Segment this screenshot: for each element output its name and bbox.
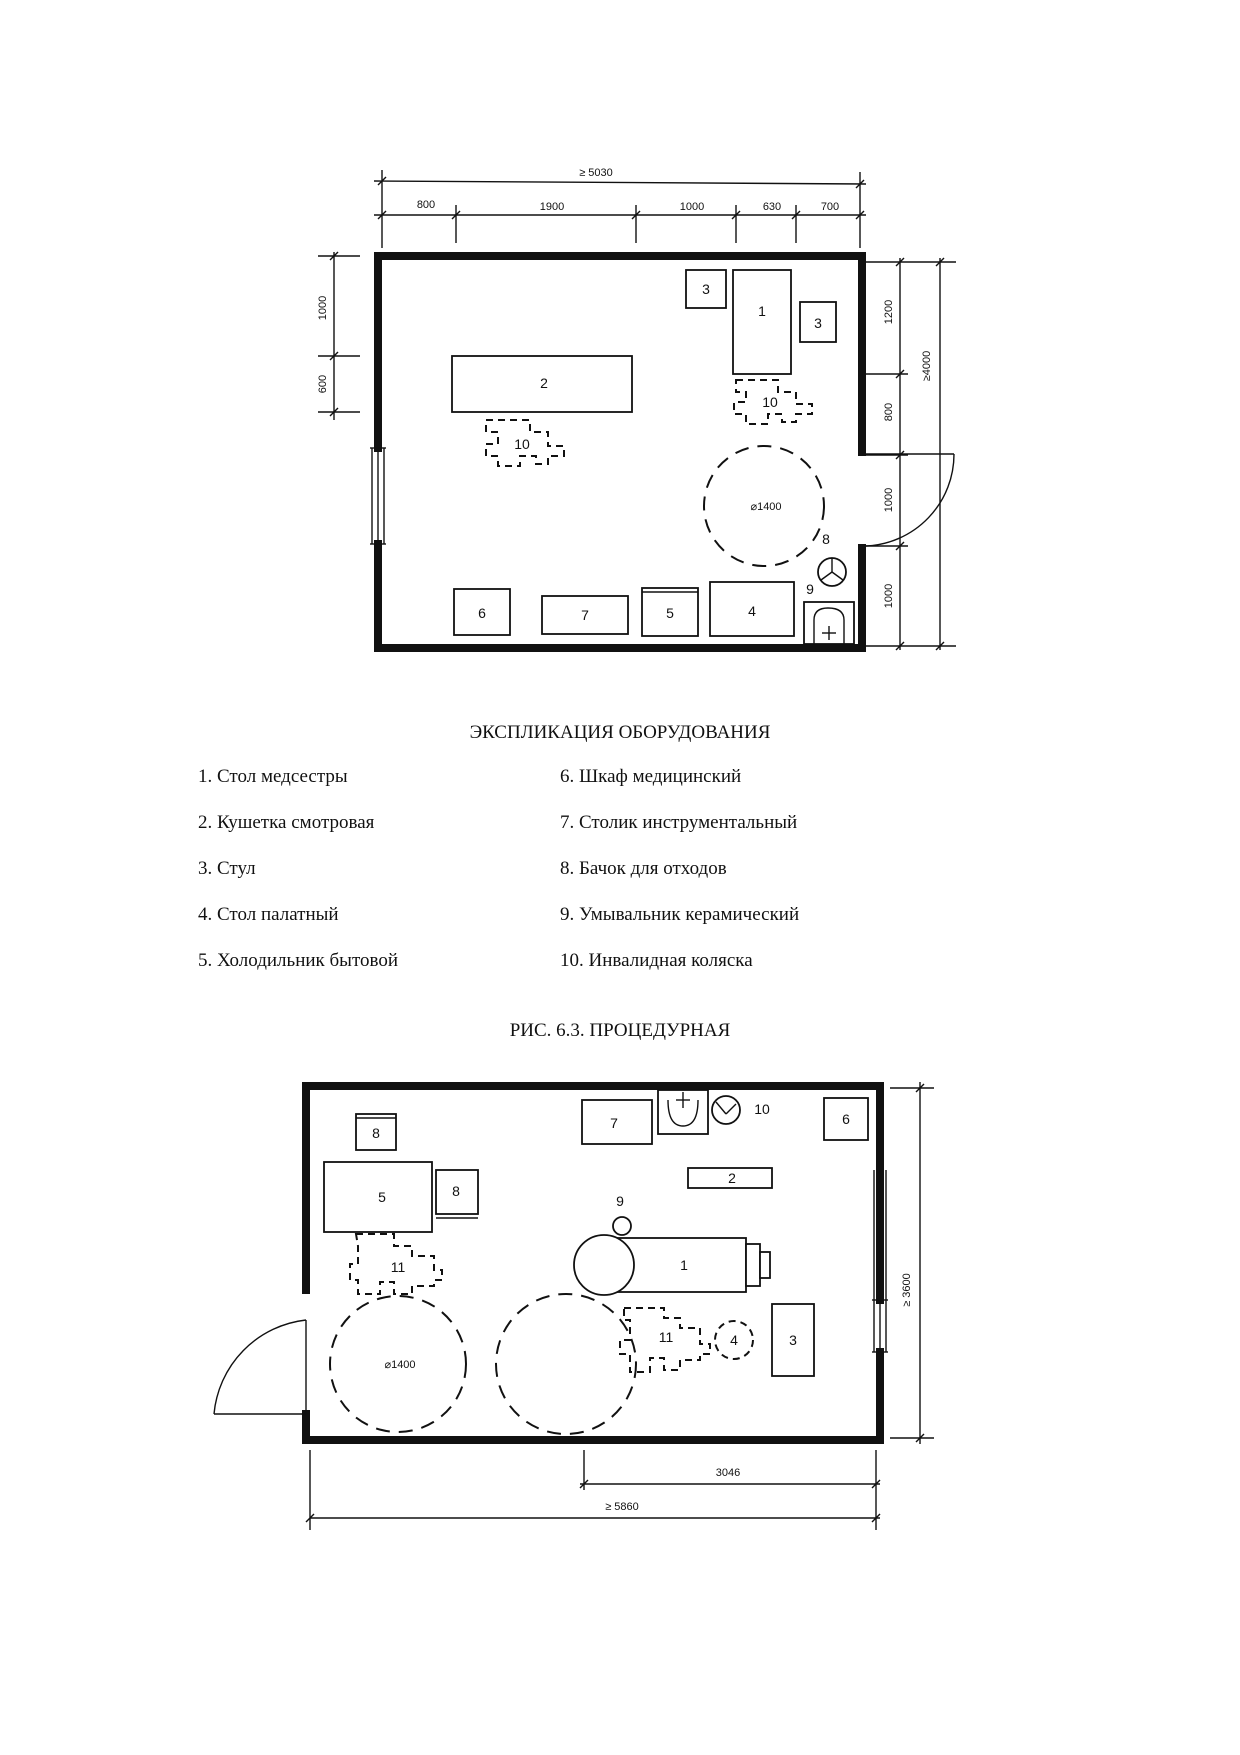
plan1-top-dimensions	[374, 167, 866, 248]
legend-item-6: 6. Шкаф медицинский	[560, 766, 742, 787]
procedure-table-foot	[746, 1244, 760, 1286]
legend-item-2: 2. Кушетка смотровая	[198, 812, 375, 833]
dim-left-600: 600	[317, 374, 329, 394]
label-9: 9	[806, 581, 814, 597]
legend-item-10: 10. Инвалидная коляска	[560, 950, 753, 971]
dim-right-total: ≥4000	[921, 350, 933, 382]
explication-title: ЭКСПЛИКАЦИЯ ОБОРУДОВАНИЯ	[469, 722, 771, 743]
label-7: 7	[581, 607, 589, 623]
stool-9	[613, 1217, 631, 1235]
plan2-right-dimensions	[890, 1082, 934, 1444]
dim-700: 700	[820, 201, 840, 213]
legend-item-1: 1. Стол медсестры	[198, 766, 348, 787]
plan-1	[317, 167, 956, 650]
label-3b: 3	[814, 315, 822, 331]
p2-label-5: 5	[378, 1189, 386, 1205]
dim-630: 630	[762, 201, 782, 213]
p2-label-8b: 8	[452, 1183, 460, 1199]
dim-1900: 1900	[539, 201, 565, 213]
p2-label-2: 2	[728, 1170, 736, 1186]
label-8: 8	[822, 531, 830, 547]
waste-bin-10	[712, 1096, 740, 1124]
nurse-table-1	[733, 270, 791, 374]
turning-circle-right	[496, 1294, 636, 1434]
label-4: 4	[748, 603, 756, 619]
dim-total-width: ≥ 5030	[579, 167, 613, 179]
plan1-equipment	[452, 270, 854, 644]
label-5: 5	[666, 605, 674, 621]
dim-plan2-height: ≥ 3600	[901, 1273, 913, 1307]
legend-item-4: 4. Стол палатный	[198, 904, 339, 925]
p2-circle-diameter-label: ⌀1400	[384, 1359, 416, 1371]
legend-item-5: 5. Холодильник бытовой	[198, 950, 399, 971]
p2-label-9: 9	[616, 1193, 624, 1209]
p2-label-4: 4	[730, 1332, 738, 1348]
label-3a: 3	[702, 281, 710, 297]
p2-label-11a: 11	[390, 1259, 406, 1275]
label-10b: 10	[762, 394, 778, 410]
dim-left-1000: 1000	[317, 295, 329, 321]
label-1: 1	[758, 303, 766, 319]
dim-right-1000b: 1000	[883, 583, 895, 609]
plan-2	[214, 1082, 934, 1530]
label-10a: 10	[514, 436, 530, 452]
label-2: 2	[540, 375, 548, 391]
dim-800: 800	[416, 199, 436, 211]
plan1-left-dimensions	[317, 252, 360, 420]
p2-label-3: 3	[789, 1332, 797, 1348]
legend-item-3: 3. Стул	[198, 858, 256, 879]
legend-item-8: 8. Бачок для отходов	[560, 858, 727, 879]
dim-right-800: 800	[883, 402, 895, 422]
label-6: 6	[478, 605, 486, 621]
procedure-table-end	[574, 1235, 634, 1295]
circle-diameter-label: ⌀1400	[750, 501, 782, 513]
procedure-table-foot-tip	[760, 1252, 770, 1278]
p2-label-11b: 11	[658, 1329, 674, 1345]
plan2-bottom-dimensions	[306, 1450, 880, 1530]
dim-right-1000a: 1000	[883, 487, 895, 513]
p2-label-6: 6	[842, 1111, 850, 1127]
plan2-equipment	[324, 1090, 868, 1434]
plan2-walls	[214, 1086, 888, 1440]
dim-right-1200: 1200	[883, 299, 895, 325]
dim-plan2-width: ≥ 5860	[605, 1501, 639, 1513]
legend-item-9: 9. Умывальник керамический	[560, 904, 800, 925]
dim-3046: 3046	[715, 1467, 741, 1479]
legend-item-7: 7. Столик инструментальный	[560, 812, 798, 833]
p2-label-8a: 8	[372, 1125, 380, 1141]
p2-label-7: 7	[610, 1115, 618, 1131]
figure-caption: РИС. 6.3. ПРОЦЕДУРНАЯ	[509, 1020, 731, 1041]
p2-label-1: 1	[680, 1257, 688, 1273]
p2-label-10: 10	[754, 1101, 770, 1117]
dim-1000: 1000	[679, 201, 705, 213]
